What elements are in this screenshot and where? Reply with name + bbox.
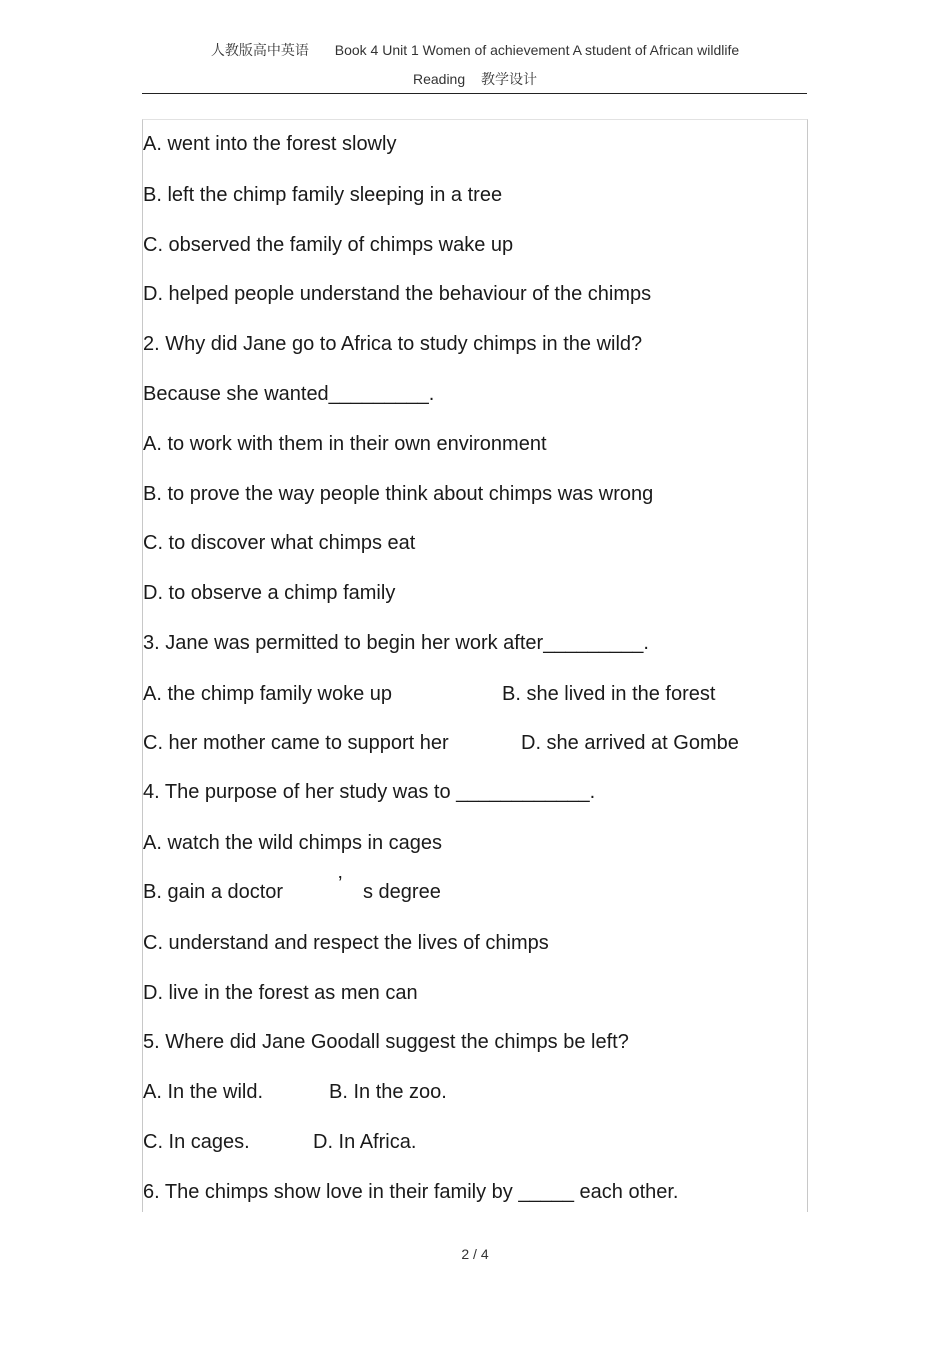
q1-option-d: D. helped people understand the behaviour of the chimps [143, 283, 652, 305]
question-6: 6. The chimps show love in their family by _____ each other. [143, 1181, 679, 1203]
header-title-line [0, 40, 950, 60]
q2-option-b: B. to prove the way people think about chimps was wrong [143, 483, 654, 505]
q5-option-a: A. In the wild. [143, 1081, 264, 1103]
q5-option-c: C. In cages. [143, 1131, 250, 1153]
header-subtitle-en: Reading [412, 71, 466, 87]
q4-option-b-apostrophe: ’ [338, 873, 343, 895]
q2-option-c: C. to discover what chimps eat [143, 532, 416, 554]
question-5: 5. Where did Jane Goodall suggest the chimps be left? [143, 1031, 629, 1053]
question-3: 3. Jane was permitted to begin her work after_________. [143, 632, 649, 654]
header-cn-title: 人教版高中英语 [210, 43, 309, 59]
q1-option-a: A. went into the forest slowly [143, 133, 397, 155]
q2-option-a: A. to work with them in their own environment [143, 433, 547, 455]
q4-option-a: A. watch the wild chimps in cages [143, 832, 443, 854]
question-2-stem: Because she wanted_________. [143, 383, 435, 405]
q4-option-b-suffix: s degree [363, 881, 441, 903]
header-en-title: Book 4 Unit 1 Women of achievement A student of African wildlife [334, 42, 740, 58]
q5-option-d: D. In Africa. [313, 1131, 417, 1153]
question-2: 2. Why did Jane go to Africa to study chimps in the wild? [143, 333, 643, 355]
q3-option-d: D. she arrived at Gombe [521, 732, 739, 754]
q3-option-a: A. the chimp family woke up [143, 683, 392, 705]
q5-option-b: B. In the zoo. [329, 1081, 447, 1103]
q4-option-c: C. understand and respect the lives of chimps [143, 932, 549, 954]
header-divider [142, 93, 807, 94]
q4-option-d: D. live in the forest as men can [143, 982, 418, 1004]
q1-option-b: B. left the chimp family sleeping in a tree [143, 184, 503, 206]
question-4: 4. The purpose of her study was to ____________. [143, 781, 596, 803]
header-subtitle-cn: 教学设计 [481, 72, 538, 88]
q2-option-d: D. to observe a chimp family [143, 582, 396, 604]
header-subtitle-line [0, 69, 950, 89]
page-number: 2 / 4 [461, 1246, 489, 1262]
q1-option-c: C. observed the family of chimps wake up [143, 234, 514, 256]
q3-option-c: C. her mother came to support her [143, 732, 449, 754]
q3-option-b: B. she lived in the forest [502, 683, 716, 705]
q4-option-b: B. gain a doctor [143, 881, 284, 903]
